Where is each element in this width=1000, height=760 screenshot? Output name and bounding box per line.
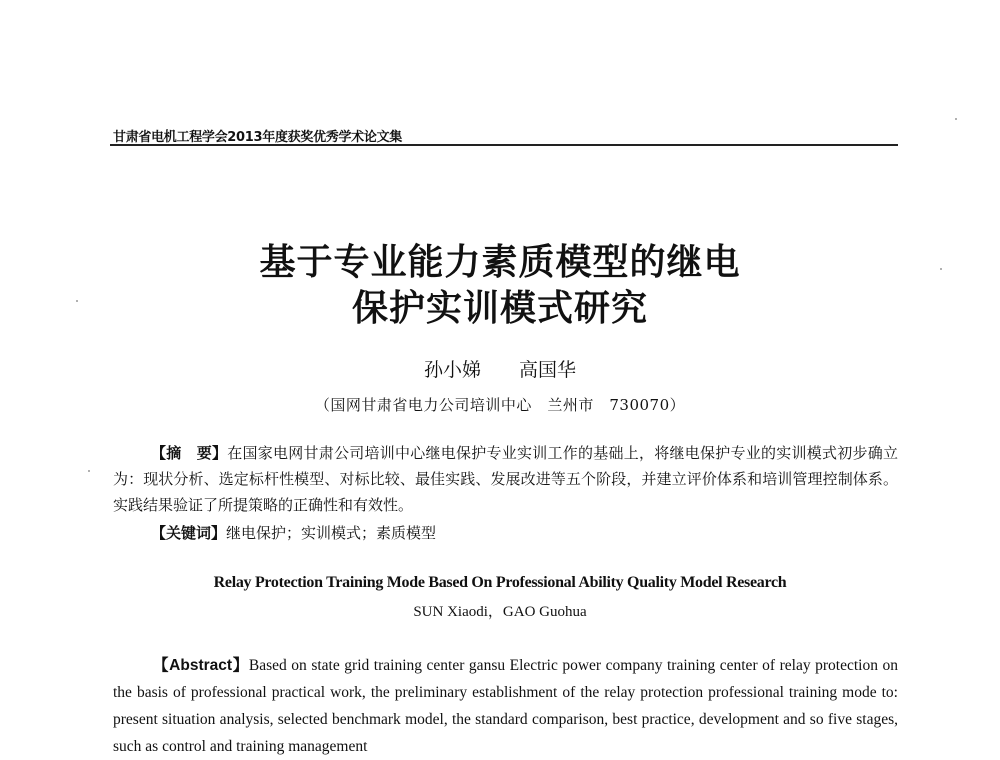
english-abstract-label: 【Abstract】 — [153, 657, 249, 674]
abstract-label: 【摘 要】 — [151, 444, 228, 462]
english-abstract — [113, 652, 898, 760]
keywords-text: 继电保护；实训模式；素质模型 — [226, 524, 437, 542]
running-header: 甘肃省电机工程学会2013年度获奖优秀学术论文集 — [113, 130, 402, 145]
keywords-label: 【关键词】 — [151, 524, 227, 542]
english-authors: SUN Xiaodi，GAO Guohua — [413, 604, 587, 620]
paper-title-line2: 保护实训模式研究 — [351, 287, 648, 329]
chinese-keywords — [113, 520, 936, 546]
english-abstract-text: Based on state grid training center gansu Electric power company training center of relay protection on the basis of professional practical work, the preliminary establishment of the relay protection professional training mode to: present situation analysis, selected benchmark model, the standard comparison, best practice, development and so five stages, such as control and training management — [113, 657, 898, 755]
affiliation: （国网甘肃省电力公司培训中心 兰州市 730070） — [314, 396, 686, 414]
chinese-abstract — [113, 440, 898, 518]
english-title: Relay Protection Training Mode Based On Professional Ability Quality Model Research — [213, 574, 787, 591]
paper-title-line1: 基于专业能力素质模型的继电 — [259, 241, 741, 283]
author-name: 高国华 — [519, 359, 577, 381]
header-rule — [110, 144, 898, 146]
scan-speck — [955, 118, 957, 120]
abstract-text: 在国家电网甘肃公司培训中心继电保护专业实训工作的基础上，将继电保护专业的实训模式初步确立为：现状分析、选定标杆性模型、对标比较、最佳实践、发展改进等五个阶段，并建立评价体系和培训管理控制体系。实践结果验证了所提策略的正确性和有效性。 — [113, 444, 898, 514]
author-list — [0, 355, 1000, 382]
scan-speck — [88, 470, 90, 472]
author-name: 孙小娣 — [423, 359, 481, 381]
